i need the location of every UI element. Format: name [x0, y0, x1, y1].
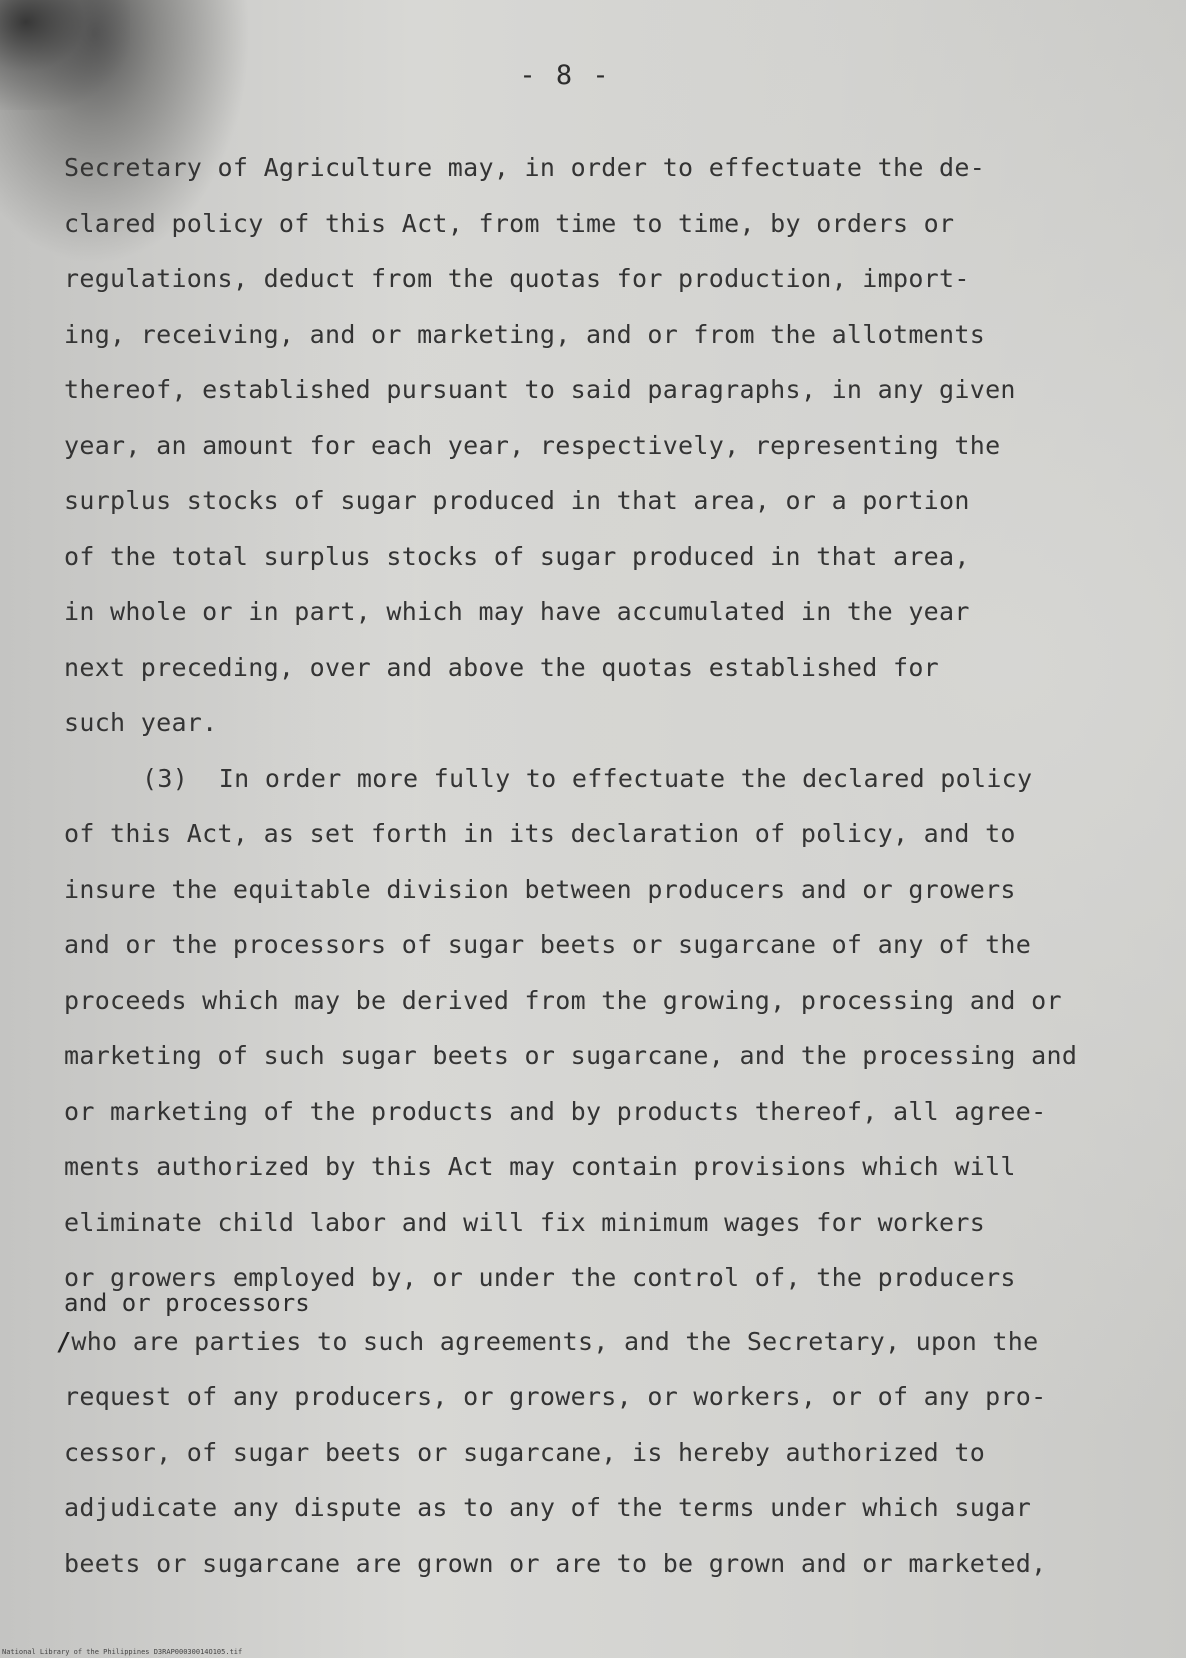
paragraph-1-line: thereof, established pursuant to said paragraphs, in any given — [64, 375, 1016, 404]
paragraph-2-line: proceeds which may be derived from the growing, processing and or — [64, 985, 1062, 1015]
paragraph-2-line: insure the equitable division between producers and or growers — [64, 874, 1016, 904]
paragraph-1-line: Secretary of Agriculture may, in order to effectuate the de- — [64, 153, 986, 182]
paragraph-2-line: or growers employed by, or under the control of, the producers — [64, 1263, 1016, 1292]
document-body — [56, 140, 1124, 1591]
paragraph-1-line: surplus stocks of sugar produced in that area, or a portion — [64, 486, 970, 515]
paragraph-2-line: eliminate child labor and will fix minimum wages for workers — [64, 1207, 986, 1237]
paragraph-2-line: adjudicate any dispute as to any of the terms under which sugar — [64, 1493, 1032, 1522]
paragraph-2-first-text: In order more fully to effectuate the declared policy — [218, 763, 1033, 793]
paragraph-2-line: or marketing of the products and by products thereof, all agree- — [64, 1096, 1047, 1126]
inserted-text-annotation: and or processors — [64, 1288, 310, 1317]
paragraph-1-line: year, an amount for each year, respectively, representing the — [64, 430, 1001, 460]
paragraph-1-line: next preceding, over and above the quotas established for — [64, 652, 940, 682]
insertion-caret-mark: / — [56, 1326, 72, 1356]
paragraph-2-line: beets or sugarcane are grown or are to be grown and or marketed, — [64, 1548, 1047, 1578]
paragraph-1-line: such year. — [64, 708, 218, 737]
paragraph-2-line: of this Act, as set forth in its declaration of policy, and to — [64, 819, 1016, 848]
paragraph-1-line: regulations, deduct from the quotas for production, import- — [64, 264, 970, 293]
paragraph-1-line: of the total surplus stocks of sugar produced in that area, — [64, 541, 970, 571]
page-number: - 8 - — [519, 60, 611, 91]
paragraph-1-line: in whole or in part, which may have accumulated in the year — [64, 597, 970, 626]
paragraph-1-line: clared policy of this Act, from time to time, by orders or — [64, 208, 955, 238]
archive-footer-stamp: National Library of the Philippines D3RAP00030014O105.tif — [2, 1648, 243, 1656]
paragraph-2-line: ments authorized by this Act may contain provisions which will — [64, 1152, 1016, 1181]
paragraph-2-after-insert-text: who are parties to such agreements, and the Secretary, upon the — [71, 1326, 1039, 1356]
paragraph-2-number: (3) — [142, 763, 189, 793]
paragraph-2-line: marketing of such sugar beets or sugarcane, and the processing and — [64, 1041, 1078, 1070]
paragraph-2-line: request of any producers, or growers, or workers, or of any pro- — [64, 1382, 1047, 1411]
paragraph-2-line-after-insert — [56, 1314, 1124, 1370]
scan-corner-shadow — [0, 0, 130, 110]
paragraph-2-line: and or the processors of sugar beets or sugarcane of any of the — [64, 930, 1032, 959]
paragraph-1-line: ing, receiving, and or marketing, and or from the allotments — [64, 319, 986, 349]
paragraph-2-line: cessor, of sugar beets or sugarcane, is hereby authorized to — [64, 1437, 986, 1467]
paragraph-2-first-line — [64, 751, 1124, 807]
